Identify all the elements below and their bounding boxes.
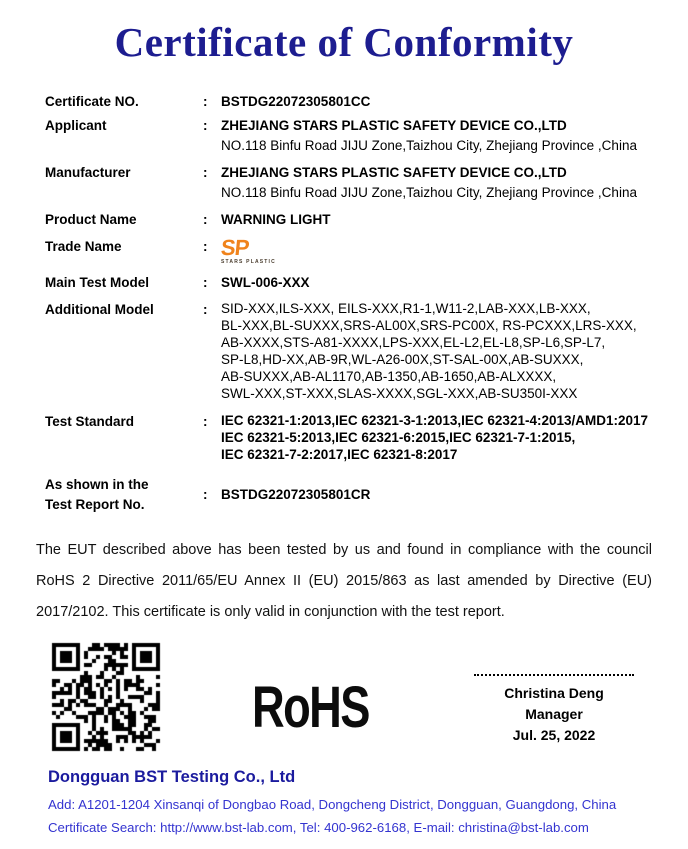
signature-dotted-line <box>474 674 634 676</box>
lab-footer <box>48 768 668 843</box>
lab-name: Dongguan BST Testing Co., Ltd <box>48 768 296 786</box>
signer-role: Manager <box>525 706 583 722</box>
rohs-mark: RoHS <box>252 675 369 740</box>
field-label: Applicant <box>45 118 107 133</box>
applicant-address: NO.118 Binfu Road JIJU Zone,Taizhou City, Zhejiang Province ,China <box>221 138 637 153</box>
field-row-main-test-model: Main Test Model : SWL-006-XXX <box>45 273 650 293</box>
field-row-product-name: Product Name : WARNING LIGHT <box>45 210 650 230</box>
field-label: Test Standard <box>45 414 135 429</box>
manufacturer-value <box>221 163 650 203</box>
manufacturer-address: NO.118 Binfu Road JIJU Zone,Taizhou City, Zhejiang Province ,China <box>221 185 637 200</box>
field-label: Manufacturer <box>45 165 131 180</box>
field-row-applicant: Applicant : ZHEJIANG STARS PLASTIC SAFETY DEVICE CO.,LTD NO.118 Binfu Road JIJU Zone,Taizhou City, Zhejiang Province ,China <box>45 116 650 156</box>
main-test-model: SWL-006-XXX <box>221 275 310 290</box>
field-row-test-standard: Test Standard : IEC 62321-1:2013,IEC 62321-3-1:2013,IEC 62321-4:2013/AMD1:2017 IEC 62321-5:2013,IEC 62321-6:2015,IEC 62321-7-1:2015, IEC 62321-7-2:2017,IEC 62321-8:2017 <box>45 413 649 462</box>
signature-block <box>470 674 638 746</box>
applicant-value <box>221 116 650 156</box>
page-title: Certificate of Conformity <box>114 19 574 65</box>
field-row-manufacturer: Manufacturer : ZHEJIANG STARS PLASTIC SAFETY DEVICE CO.,LTD NO.118 Binfu Road JIJU Zone,Taizhou City, Zhejiang Province ,China <box>45 163 650 203</box>
certificate-number: BSTDG22072305801CC <box>221 94 371 109</box>
field-label: Trade Name <box>45 239 122 254</box>
lab-contact: Certificate Search: http://www.bst-lab.com, Tel: 400-962-6168, E-mail: christina@bst-lab.com <box>48 820 589 835</box>
sp-logo-subtext: STARS PLASTIC <box>221 259 276 265</box>
compliance-statement: The EUT described above has been tested by us and found in compliance with the council RoHS 2 Directive 2011/65/EU Annex II (EU) 2015/863 as last amended by Directive (EU) 2017/2102. This certificate is only valid in conjunction with the test report. <box>36 542 652 620</box>
field-row-additional-model: Additional Model : SID-XXX,ILS-XXX, EILS-XXX,R1-1,W11-2,LAB-XXX,LB-XXX, BL-XXX,BL-SUXXX,SRS-AL00X,SRS-PC00X, RS-PCXXX,LRS-XXX, AB-XXXX,STS-A81-XXXX,LPS-XXX,EL-L2,EL-L8,SP-L6,SP-L7, SP-L8,HD-XX,AB-9R,WL-A26-00X,ST-SAL-00X,AB-SUXXX, AB-SUXXX,AB-AL1170,AB-1350,AB-1650,AB-ALXXXX, SWL-XXX,ST-XXX,SLAS-XXXX,SGL-XXX,AB-SU350I-XXX <box>45 300 650 402</box>
applicant-name: ZHEJIANG STARS PLASTIC SAFETY DEVICE CO.,LTD <box>221 118 567 133</box>
field-row-trade-name: Trade Name : SP STARS PLASTIC <box>45 235 276 265</box>
manufacturer-name: ZHEJIANG STARS PLASTIC SAFETY DEVICE CO.,LTD <box>221 165 567 180</box>
additional-model-list: SID-XXX,ILS-XXX, EILS-XXX,R1-1,W11-2,LAB-XXX,LB-XXX, BL-XXX,BL-SUXXX,SRS-AL00X,SRS-PC00X, RS-PCXXX,LRS-XXX, AB-XXXX,STS-A81-XXXX,LPS-XXX,EL-L2,EL-L8,SP-L6,SP-L7, SP-L8,HD-XX,AB-9R,WL-A26-00X,ST-SAL-00X,AB-SUXXX, AB-SUXXX,AB-AL1170,AB-1350,AB-1650,AB-ALXXXX, SWL-XXX,ST-XXX,SLAS-XXXX,SGL-XXX,AB-SU350I-XXX <box>221 301 637 401</box>
field-label: Product Name <box>45 212 137 227</box>
signature-date: Jul. 25, 2022 <box>512 727 596 743</box>
field-label: As shown in the Test Report No. <box>45 477 149 512</box>
test-report-number: BSTDG22072305801CR <box>221 487 371 502</box>
field-row-certificate-no: Certificate NO. : BSTDG22072305801CC <box>45 92 650 112</box>
certificate-fields <box>45 92 650 515</box>
field-label: Certificate NO. <box>45 94 139 109</box>
certificate-bottom-row <box>0 630 688 765</box>
stars-plastic-logo <box>221 237 276 265</box>
field-label: Main Test Model <box>45 275 150 290</box>
sp-logo-letters: SP <box>219 235 250 260</box>
product-name: WARNING LIGHT <box>221 212 331 227</box>
qr-code <box>47 638 165 756</box>
field-row-test-report-no: As shown in the Test Report No. : BSTDG22072305801CR <box>45 475 650 515</box>
field-label: Additional Model <box>45 302 154 317</box>
test-standard-list: IEC 62321-1:2013,IEC 62321-3-1:2013,IEC 62321-4:2013/AMD1:2017 IEC 62321-5:2013,IEC 62321-6:2015,IEC 62321-7-1:2015, IEC 62321-7-2:2017,IEC 62321-8:2017 <box>221 413 649 462</box>
lab-address: Add: A1201-1204 Xinsanqi of Dongbao Road, Dongcheng District, Dongguan, Guangdong, China <box>48 797 617 812</box>
signer-name: Christina Deng <box>504 685 604 701</box>
